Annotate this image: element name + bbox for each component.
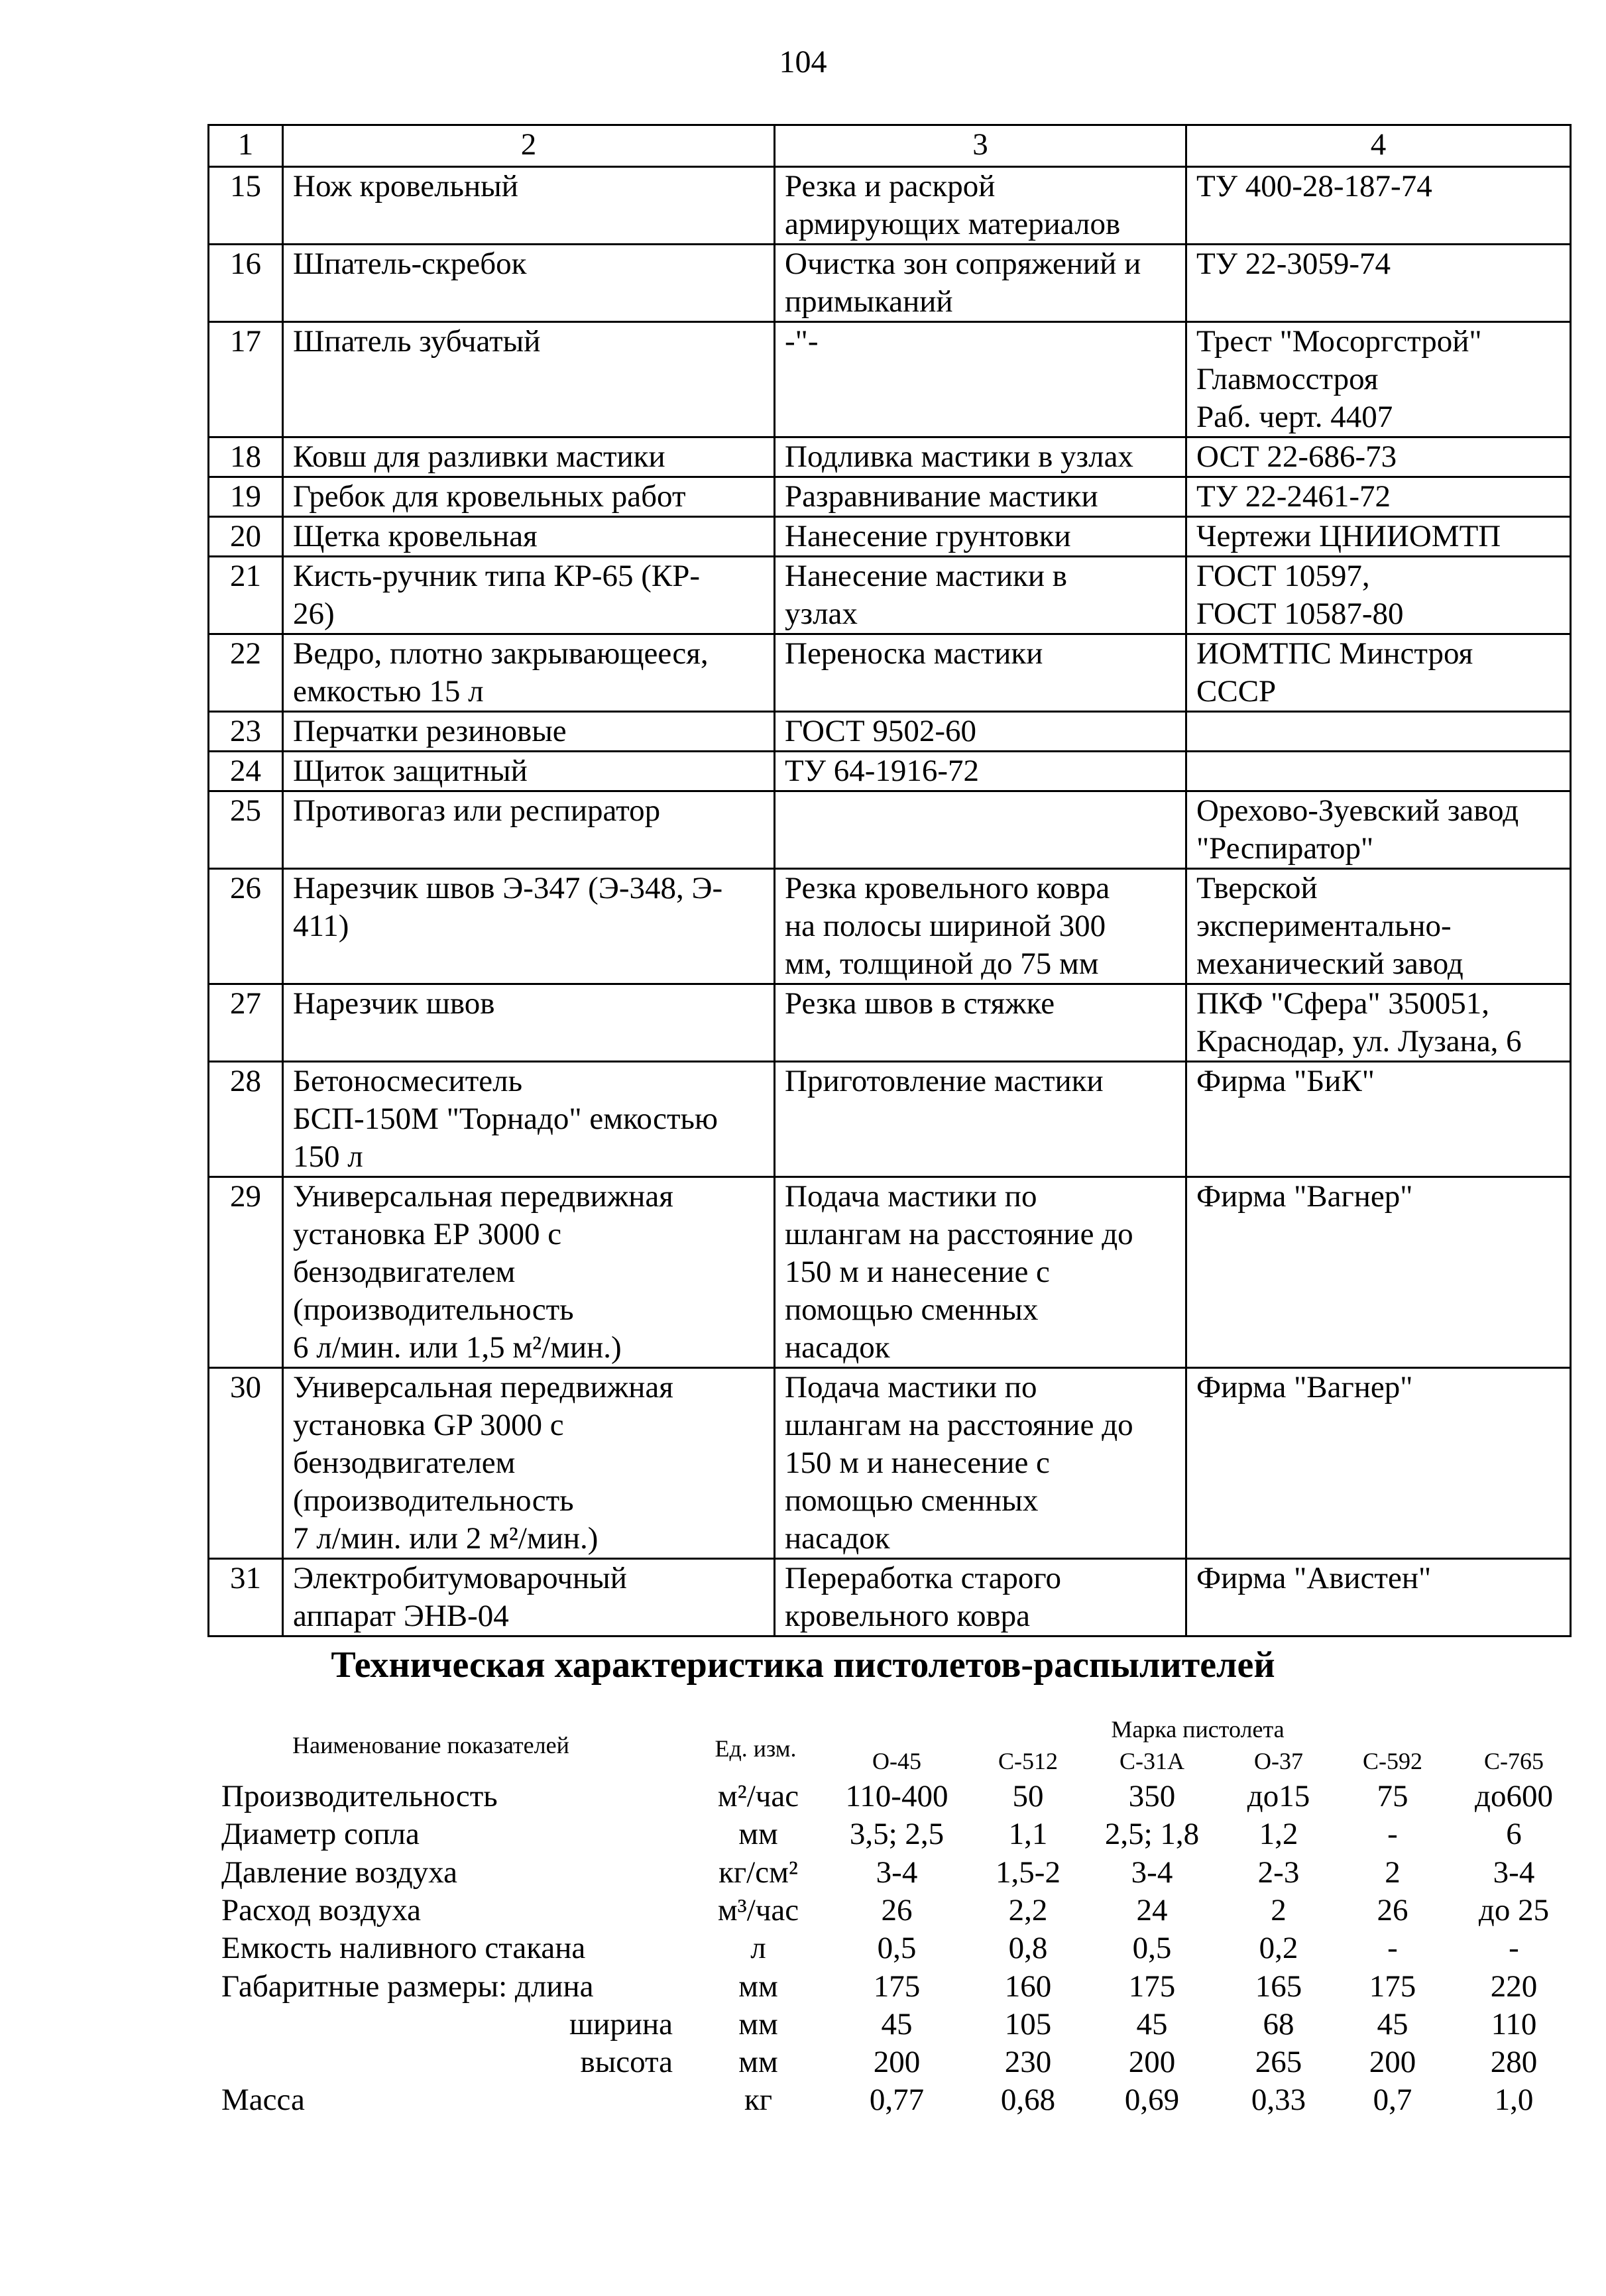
cell-n: 20 [209, 517, 283, 557]
row-value: 0,5 [877, 1931, 917, 1966]
row-value: 1,2 [1259, 1817, 1298, 1852]
cell-line: Тверской [1196, 871, 1318, 905]
row-value: 0,68 [1000, 2083, 1056, 2118]
row-unit: мм [738, 1969, 778, 2004]
row-value: 0,7 [1373, 2083, 1412, 2118]
cell-line: Перчатки резиновые [293, 714, 567, 748]
cell-line: насадок [785, 1330, 890, 1365]
cell-line: установка GP 3000 с [293, 1408, 564, 1442]
cell-line: ПКФ "Сфера" 350051, [1196, 986, 1490, 1021]
cell-line: ТУ 22-2461-72 [1196, 479, 1391, 514]
row-value: 45 [1377, 2006, 1408, 2041]
row-value: 350 [1128, 1779, 1176, 1813]
cell-line: экспериментально- [1196, 909, 1452, 943]
row-value: - [1387, 1931, 1398, 1966]
row-value: 0,77 [869, 2083, 925, 2118]
row-value: 2,5; 1,8 [1104, 1817, 1200, 1852]
cell-line: Гребок для кровельных работ [293, 479, 686, 514]
row-value: 50 [1012, 1779, 1044, 1813]
cell-line: установка ЕР 3000 с [293, 1217, 562, 1251]
cell-line: примыканий [785, 284, 953, 319]
row-label: Давление воздуха [221, 1855, 457, 1890]
cell-line: БСП-150М "Торнадо" емкостью [293, 1102, 718, 1136]
cell-n: 17 [209, 322, 283, 437]
cell-line: 150 м и нанесение с [785, 1255, 1050, 1289]
cell-n: 15 [209, 167, 283, 245]
cell-line: Электробитумоварочный [293, 1561, 627, 1595]
cell-line: Бетоносмеситель [293, 1064, 523, 1098]
cell-line: Резка швов в стяжке [785, 986, 1055, 1021]
cell-line: шлангам на расстояние до [785, 1408, 1133, 1442]
cell-line: 7 л/мин. или 2 м²/мин.) [293, 1521, 599, 1556]
row-unit: мм [738, 1817, 778, 1852]
cell-line: ГОСТ 10587-80 [1196, 597, 1404, 631]
row-value: 1,5-2 [996, 1855, 1061, 1890]
row-value: 1,0 [1494, 2083, 1534, 2118]
row-label: Расход воздуха [221, 1892, 422, 1927]
cell-line: мм, толщиной до 75 мм [785, 947, 1099, 981]
spec-title: Техническая характеристика пистолетов-распылителей [331, 1644, 1275, 1686]
cell-line: узлах [785, 597, 858, 631]
row-value: 0,8 [1008, 1931, 1048, 1966]
row-value: 26 [1377, 1892, 1408, 1927]
row-value: 175 [1128, 1969, 1176, 2004]
cell-line: Нарезчик швов [293, 986, 495, 1021]
cell-line: Краснодар, ул. Лузана, 6 [1196, 1024, 1522, 1059]
cell-line: Раб. черт. 4407 [1196, 400, 1393, 434]
cell-line: -"- [785, 324, 819, 359]
cell-line: Фирма "БиК" [1196, 1064, 1375, 1098]
cell-n: 27 [209, 984, 283, 1062]
row-value: - [1509, 1931, 1519, 1966]
row-value: 3-4 [876, 1855, 918, 1890]
cell-n: 21 [209, 557, 283, 634]
cell-line: Орехово-Зуевский завод [1196, 793, 1519, 828]
cell-line: Ковш для разливки мастики [293, 439, 665, 474]
row-unit: л [750, 1931, 766, 1966]
row-value: 75 [1377, 1779, 1408, 1813]
cell-line: 411) [293, 909, 349, 943]
row-value: 2 [1385, 1855, 1401, 1890]
model-header: С-31А [1119, 1748, 1184, 1774]
model-header: С-765 [1484, 1748, 1544, 1774]
row-value: 0,2 [1259, 1931, 1298, 1966]
row-value: 1,1 [1008, 1817, 1048, 1852]
cell-line: Фирма "Авистен" [1196, 1561, 1432, 1595]
cell-line: помощью сменных [785, 1483, 1039, 1518]
row-unit: кг [744, 2083, 773, 2118]
row-value: 2-3 [1257, 1855, 1300, 1890]
cell-line: Щиток защитный [293, 754, 528, 788]
cell-line: Главмосстроя [1196, 362, 1379, 396]
cell-n: 19 [209, 477, 283, 517]
cell-line: аппарат ЭНВ-04 [293, 1599, 509, 1633]
cell-line: ГОСТ 9502-60 [785, 714, 976, 748]
cell-line: Приготовление мастики [785, 1064, 1104, 1098]
cell-line: Противогаз или респиратор [293, 793, 661, 828]
row-value: 175 [873, 1969, 921, 2004]
cell-line: ТУ 22-3059-74 [1196, 247, 1391, 281]
row-value: 280 [1490, 2045, 1538, 2080]
row-value: 230 [1004, 2045, 1052, 2080]
cell-line: Резка кровельного ковра [785, 871, 1110, 905]
cell-line: бензодвигателем [293, 1446, 516, 1480]
cell-line: Очистка зон сопряжений и [785, 247, 1141, 281]
cell-line: Переноска мастики [785, 636, 1043, 671]
row-value: 6 [1506, 1817, 1522, 1852]
row-value: 45 [881, 2006, 913, 2041]
cell-line: Подача мастики по [785, 1370, 1037, 1405]
cell-line: Щетка кровельная [293, 519, 538, 553]
model-header: С-512 [998, 1748, 1058, 1774]
row-value: 2,2 [1008, 1892, 1048, 1927]
cell-line: Разравнивание мастики [785, 479, 1098, 514]
header-cell: 3 [775, 125, 1186, 167]
cell-line: шлангам на расстояние до [785, 1217, 1133, 1251]
header-cell: 4 [1186, 125, 1571, 167]
cell-line: кровельного ковра [785, 1599, 1031, 1633]
row-value: 160 [1004, 1969, 1052, 2004]
cell-line: Чертежи ЦНИИОМТП [1196, 519, 1501, 553]
cell-line: механический завод [1196, 947, 1463, 981]
row-value: 105 [1004, 2006, 1052, 2041]
cell-n: 26 [209, 869, 283, 984]
row-unit: кг/см² [718, 1855, 798, 1890]
cell-line: ТУ 64-1916-72 [785, 754, 980, 788]
cell-n: 16 [209, 245, 283, 322]
col-name-header: Наименование показателей [292, 1732, 569, 1758]
header-cell: 2 [283, 125, 775, 167]
cell-line: Шпатель-скребок [293, 247, 527, 281]
cell-line: 26) [293, 597, 335, 631]
cell-line: Трест "Мосоргстрой" [1196, 324, 1482, 359]
cell-line: на полосы шириной 300 [785, 909, 1106, 943]
row-unit: м²/час [717, 1779, 799, 1813]
row-value: до600 [1475, 1779, 1553, 1813]
cell-line: Универсальная передвижная [293, 1370, 673, 1405]
cell-line: емкостью 15 л [293, 674, 484, 709]
cell-n: 22 [209, 634, 283, 712]
row-value: до 25 [1478, 1892, 1550, 1927]
cell-line: СССР [1196, 674, 1277, 709]
cell-line: Фирма "Вагнер" [1196, 1179, 1413, 1214]
cell-line: Шпатель зубчатый [293, 324, 541, 359]
cell-line: Кисть-ручник типа КР-65 (КР- [293, 559, 701, 593]
row-value: 200 [873, 2045, 921, 2080]
cell-line: "Респиратор" [1196, 831, 1374, 866]
row-value: 26 [881, 1892, 913, 1927]
cell-line: Нанесение грунтовки [785, 519, 1071, 553]
cell-line: ТУ 400-28-187-74 [1196, 169, 1432, 203]
row-label: Емкость наливного стакана [221, 1931, 586, 1966]
row-label: Масса [221, 2083, 305, 2118]
col-group-header: Марка пистолета [1111, 1716, 1285, 1743]
cell-line: 6 л/мин. или 1,5 м²/мин.) [293, 1330, 622, 1365]
row-label: Производительность [221, 1779, 498, 1813]
row-value: 45 [1136, 2006, 1168, 2041]
model-header: О-45 [872, 1748, 921, 1774]
row-label: высота [580, 2045, 673, 2080]
cell-line: бензодвигателем [293, 1255, 516, 1289]
cell-n: 23 [209, 712, 283, 752]
cell-n: 30 [209, 1368, 283, 1559]
row-value: 200 [1128, 2045, 1176, 2080]
model-header: С-592 [1363, 1748, 1422, 1774]
row-value: 0,33 [1251, 2083, 1306, 2118]
cell-line: (производительность [293, 1292, 574, 1327]
cell-line: Нанесение мастики в [785, 559, 1067, 593]
row-value: 0,69 [1124, 2083, 1180, 2118]
row-value: 0,5 [1132, 1931, 1172, 1966]
cell-line: 150 л [293, 1139, 363, 1174]
row-value: 3,5; 2,5 [849, 1817, 945, 1852]
row-value: 2 [1271, 1892, 1287, 1927]
cell-line: Нарезчик швов Э-347 (Э-348, Э- [293, 871, 723, 905]
row-unit: мм [738, 2006, 778, 2041]
header-cell: 1 [209, 125, 283, 167]
cell-line: насадок [785, 1521, 890, 1556]
row-value: 24 [1136, 1892, 1168, 1927]
cell-line: Резка и раскрой [785, 169, 996, 203]
row-value: 68 [1263, 2006, 1294, 2041]
cell-n: 24 [209, 752, 283, 791]
cell-line: 150 м и нанесение с [785, 1446, 1050, 1480]
cell-line: ГОСТ 10597, [1196, 559, 1370, 593]
cell-n: 28 [209, 1062, 283, 1177]
row-value: 175 [1369, 1969, 1416, 2004]
cell-line: Переработка старого [785, 1561, 1062, 1595]
cell-line: Ведро, плотно закрывающееся, [293, 636, 709, 671]
row-value: 3-4 [1131, 1855, 1173, 1890]
cell-line: (производительность [293, 1483, 574, 1518]
cell-line: Универсальная передвижная [293, 1179, 673, 1214]
cell-line: Нож кровельный [293, 169, 518, 203]
cell-line: Фирма "Вагнер" [1196, 1370, 1413, 1405]
cell-n: 18 [209, 437, 283, 477]
row-value: 220 [1490, 1969, 1538, 2004]
row-value: 110 [1491, 2006, 1537, 2041]
row-label: ширина [569, 2006, 673, 2041]
row-value: 200 [1369, 2045, 1416, 2080]
row-label: Диаметр сопла [221, 1817, 420, 1852]
model-header: О-37 [1254, 1748, 1303, 1774]
row-value: 165 [1255, 1969, 1302, 2004]
cell-line: ОСТ 22-686-73 [1196, 439, 1397, 474]
row-unit: м³/час [717, 1892, 799, 1927]
row-value: 110-400 [845, 1779, 948, 1813]
row-value: - [1387, 1817, 1398, 1852]
row-value: до15 [1247, 1779, 1310, 1813]
row-unit: мм [738, 2045, 778, 2080]
row-value: 265 [1255, 2045, 1302, 2080]
cell-n: 31 [209, 1559, 283, 1636]
cell-n: 29 [209, 1177, 283, 1368]
cell-line: Подливка мастики в узлах [785, 439, 1133, 474]
cell-line: ИОМТПС Минстроя [1196, 636, 1473, 671]
row-label: Габаритные размеры: длина [221, 1969, 594, 2004]
cell-n: 25 [209, 791, 283, 869]
col-unit-header: Ед. изм. [715, 1735, 797, 1762]
page-number: 104 [779, 44, 827, 80]
cell-line: армирующих материалов [785, 207, 1121, 241]
row-value: 3-4 [1493, 1855, 1535, 1890]
cell-line: Подача мастики по [785, 1179, 1037, 1214]
cell-line: помощью сменных [785, 1292, 1039, 1327]
